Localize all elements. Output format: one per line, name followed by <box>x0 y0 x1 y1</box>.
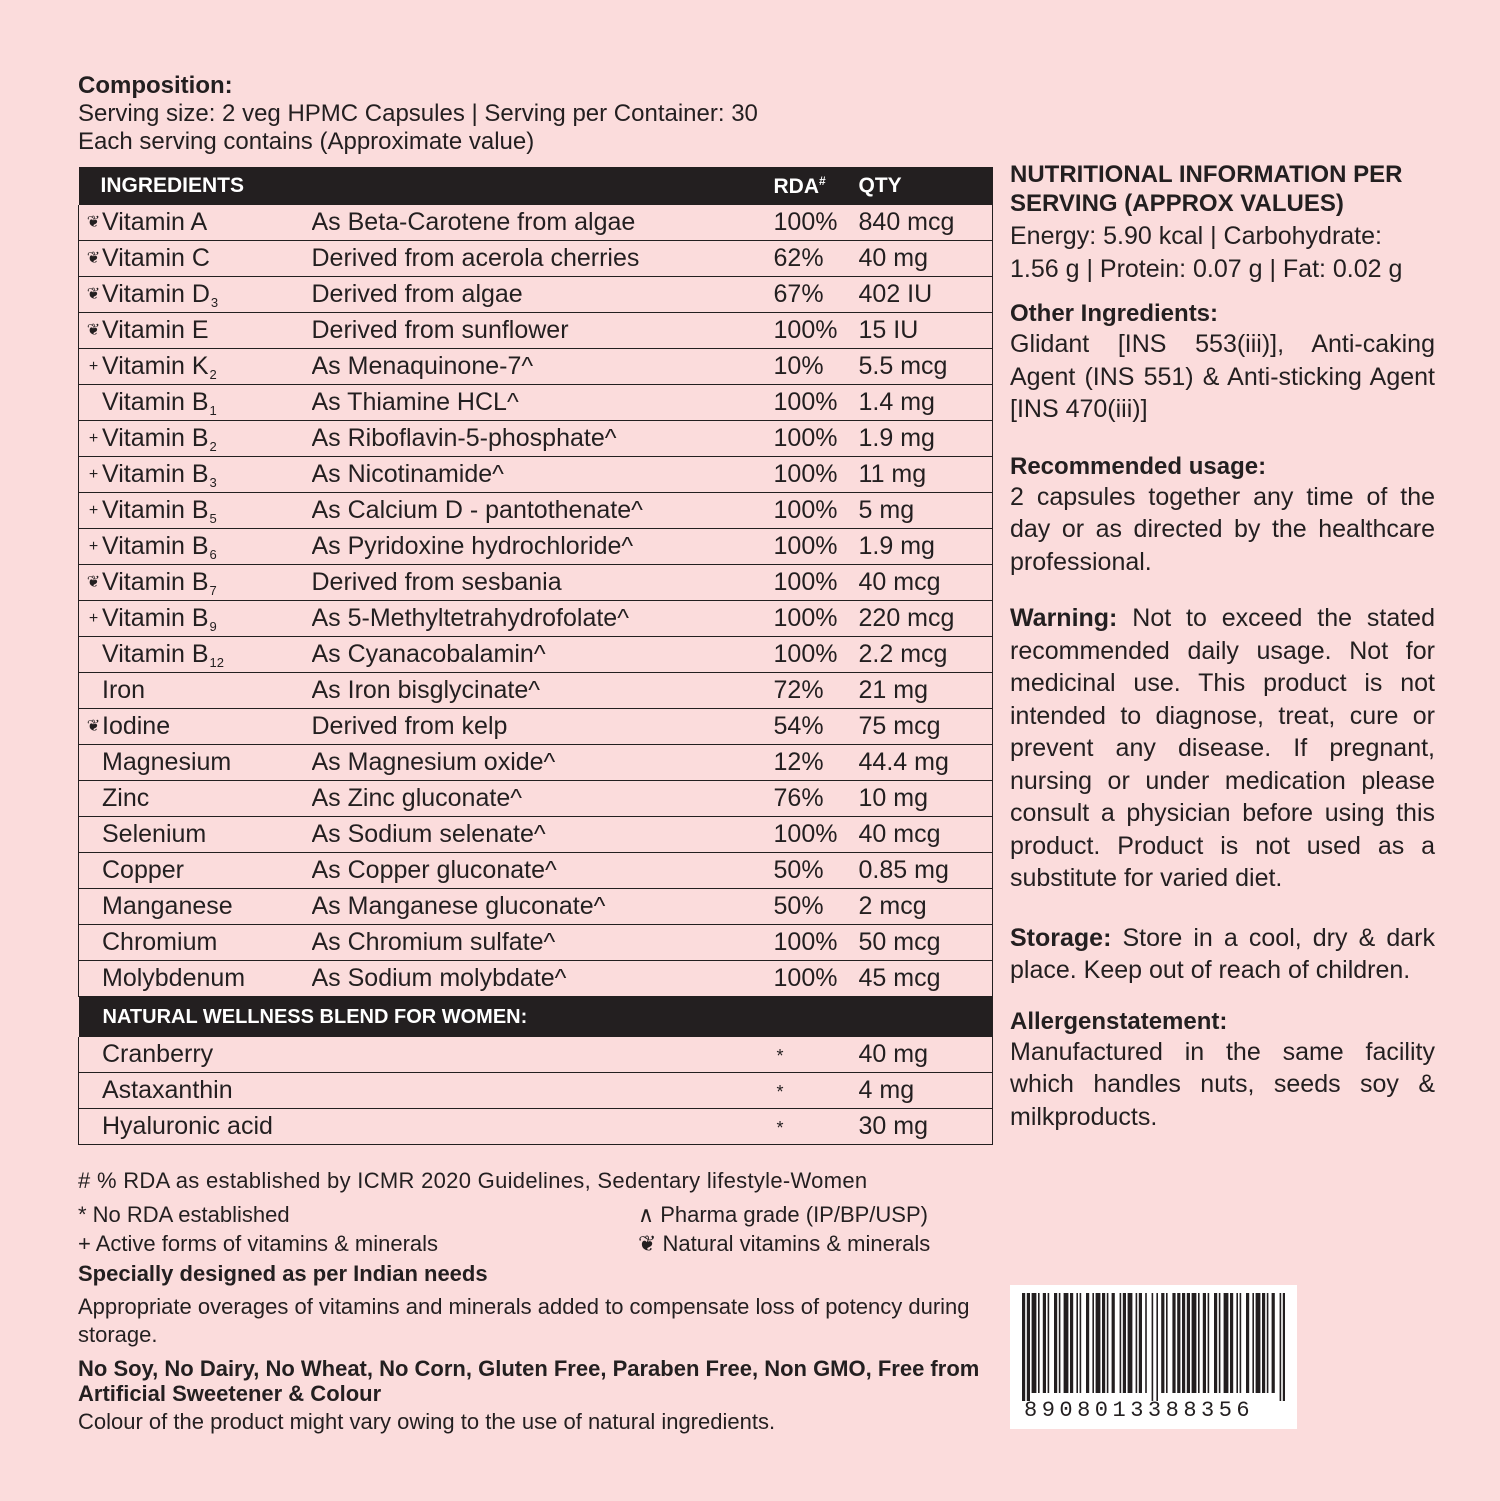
free-from-note: No Soy, No Dairy, No Wheat, No Corn, Gluten Free, Paraben Free, Non GMO, Free from Artificial Sweetener & Colour <box>78 1356 980 1406</box>
ingredient-subscript: 2 <box>209 438 217 454</box>
ingredient-name: Vitamin B <box>102 567 209 596</box>
barcode-bar <box>1156 1293 1158 1401</box>
barcode-bar <box>1246 1293 1249 1393</box>
table-row <box>79 817 993 853</box>
ingredient-rda: 100% <box>774 385 859 421</box>
table-row <box>79 1073 993 1109</box>
ingredient-source: As Zinc gluconate^ <box>312 781 774 817</box>
right-info-column <box>1010 160 1435 1133</box>
ingredient-source: Derived from kelp <box>312 709 774 745</box>
ingredient-rda: 67% <box>774 277 859 313</box>
ingredient-name: Chromium <box>102 928 218 956</box>
barcode-bar <box>1038 1293 1040 1393</box>
ingredient-source: Derived from acerola cherries <box>312 241 774 277</box>
usage-text: 2 capsules together any time of the day or as directed by the healthcare professional. <box>1010 482 1435 576</box>
composition-title: Composition: <box>78 72 233 99</box>
ingredients-table <box>78 167 993 1145</box>
ingredient-source: As Nicotinamide^ <box>312 457 774 493</box>
ingredient-subscript: 12 <box>209 654 224 670</box>
blend-ingredient-rda <box>774 1109 859 1145</box>
ingredient-qty: 15 IU <box>859 313 993 349</box>
colour-note: Colour of the product might vary owing to the use of natural ingredients. <box>78 1409 776 1434</box>
ingredient-name-cell <box>79 457 312 493</box>
barcode-bar <box>1198 1293 1200 1393</box>
allergen-text: Manufactured in the same facility which handles nuts, seeds soy & milkproducts. <box>1010 1037 1435 1131</box>
warning-label: Warning: <box>1010 604 1118 632</box>
ingredient-name-cell <box>79 637 312 673</box>
barcode-bar <box>1070 1293 1073 1393</box>
natural-footnote: ❦ Natural vitamins & minerals <box>638 1231 931 1256</box>
blend-ingredient-qty: 40 mg <box>859 1037 993 1073</box>
ingredient-name-cell <box>79 205 312 241</box>
ingredient-source: As Beta-Carotene from algae <box>312 205 774 241</box>
blend-ingredient-rda <box>774 1073 859 1109</box>
ingredient-name: Copper <box>102 856 184 884</box>
barcode-bar <box>1256 1293 1261 1393</box>
pharma-footnote: ∧ Pharma grade (IP/BP/USP) <box>638 1202 928 1227</box>
barcode-bar <box>1272 1293 1275 1393</box>
ingredient-source: As Manganese gluconate^ <box>312 889 774 925</box>
ingredient-subscript: 5 <box>209 510 217 526</box>
ingredient-name-cell <box>79 277 312 313</box>
ingredient-name-cell <box>79 961 312 997</box>
table-row <box>79 961 993 997</box>
blend-ingredient-name: Cranberry <box>102 1040 214 1068</box>
ingredient-source: As Thiamine HCL^ <box>312 385 774 421</box>
ingredient-name: Selenium <box>102 820 207 848</box>
ingredient-marker-icon: + <box>88 501 99 519</box>
barcode-bar <box>1187 1293 1190 1393</box>
ingredient-name: Iron <box>102 676 146 704</box>
ingredient-marker-icon: + <box>88 357 99 375</box>
ingredient-qty: 1.9 mg <box>859 421 993 457</box>
blend-ingredient-cell <box>79 1109 774 1145</box>
no-rda-asterisk: * <box>776 1118 784 1138</box>
ingredient-qty: 1.4 mg <box>859 385 993 421</box>
barcode-bar <box>1080 1293 1082 1393</box>
barcode-bar <box>1224 1293 1229 1393</box>
other-ingredients-title: Other Ingredients: <box>1010 300 1219 327</box>
blend-ingredient-cell <box>79 1073 774 1109</box>
table-row <box>79 565 993 601</box>
composition-block <box>78 72 978 156</box>
ingredient-name-cell <box>79 349 312 385</box>
ingredient-qty: 5.5 mcg <box>859 349 993 385</box>
barcode-bar <box>1043 1293 1046 1393</box>
barcode-bar <box>1208 1293 1210 1393</box>
ingredient-marker-icon: ❦ <box>86 285 101 303</box>
ingredient-source: As Menaquinone-7^ <box>312 349 774 385</box>
blend-ingredient-name: Astaxanthin <box>102 1076 233 1104</box>
ingredient-rda: 72% <box>774 673 859 709</box>
header-rda-label: RDA <box>773 174 820 198</box>
blend-ingredient-rda <box>774 1037 859 1073</box>
barcode-bar <box>1032 1293 1037 1393</box>
ingredient-marker-icon: + <box>88 465 99 483</box>
barcode-bar <box>1203 1293 1206 1393</box>
table-row <box>79 421 993 457</box>
indian-needs-note: Specially designed as per Indian needs <box>78 1261 488 1286</box>
header-rda <box>774 167 859 205</box>
blend-header: NATURAL WELLNESS BLEND FOR WOMEN: <box>79 997 993 1038</box>
barcode <box>1010 1285 1297 1429</box>
ingredient-rda: 100% <box>774 493 859 529</box>
ingredient-qty: 44.4 mg <box>859 745 993 781</box>
ingredient-qty: 40 mg <box>859 241 993 277</box>
ingredient-name: Vitamin B <box>102 387 209 416</box>
ingredient-name-cell <box>79 889 312 925</box>
ingredient-name-cell <box>79 601 312 637</box>
ingredient-source: As 5-Methyltetrahydrofolate^ <box>312 601 774 637</box>
ingredient-source: Derived from algae <box>312 277 774 313</box>
blend-ingredient-name: Hyaluronic acid <box>102 1112 273 1140</box>
barcode-bar <box>1059 1293 1061 1393</box>
warning-block <box>1010 602 1435 895</box>
ingredient-name: Manganese <box>102 892 233 920</box>
barcode-bar <box>1048 1293 1050 1393</box>
ingredient-source: As Iron bisglycinate^ <box>312 673 774 709</box>
barcode-bar <box>1145 1293 1147 1393</box>
ingredient-name: Vitamin B <box>102 423 209 452</box>
barcode-bar <box>1214 1293 1217 1393</box>
ingredient-name-cell <box>79 709 312 745</box>
ingredient-name-cell <box>79 853 312 889</box>
ingredient-marker-icon: ❦ <box>86 322 101 339</box>
table-row <box>79 1109 993 1145</box>
ingredient-qty: 75 mcg <box>859 709 993 745</box>
serving-contains-line: Each serving contains (Approximate value) <box>78 128 535 155</box>
storage-block <box>1010 922 1435 987</box>
table-row <box>79 205 993 241</box>
ingredient-name: Vitamin B <box>102 531 209 560</box>
ingredient-name-cell <box>79 313 312 349</box>
ingredient-rda: 62% <box>774 241 859 277</box>
ingredient-marker-icon: ❦ <box>86 573 101 591</box>
barcode-bar <box>1230 1293 1233 1393</box>
ingredient-rda: 100% <box>774 925 859 961</box>
ingredient-source: As Sodium selenate^ <box>312 817 774 853</box>
ingredient-qty: 45 mcg <box>859 961 993 997</box>
active-forms-footnote: + Active forms of vitamins & minerals <box>78 1231 439 1256</box>
barcode-bar <box>1161 1293 1164 1393</box>
ingredient-subscript: 6 <box>209 546 217 562</box>
barcode-bar <box>1139 1293 1142 1393</box>
ingredient-rda: 50% <box>774 853 859 889</box>
barcode-bars <box>1022 1293 1285 1401</box>
ingredient-name-cell <box>79 745 312 781</box>
barcode-bar <box>1280 1293 1282 1401</box>
barcode-bar <box>1283 1293 1285 1401</box>
ingredient-qty: 40 mcg <box>859 817 993 853</box>
header-rda-sup: # <box>819 173 826 188</box>
table-row <box>79 457 993 493</box>
ingredient-source: Derived from sesbania <box>312 565 774 601</box>
warning-text: Not to exceed the stated recommended daily usage. Not for medicinal use. This product is not intended to diagnose, treat, cure or prevent any disease. If pregnant, nursing or under medication please consult a physician before using this product. Product is not used as a substitute for varied diet. <box>1010 604 1435 892</box>
table-row <box>79 529 993 565</box>
barcode-bar <box>1136 1293 1138 1393</box>
storage-label: Storage: <box>1010 923 1112 952</box>
barcode-bar <box>1182 1293 1185 1393</box>
ingredient-rda: 10% <box>774 349 859 385</box>
ingredient-name-cell <box>79 493 312 529</box>
ingredient-rda: 100% <box>774 205 859 241</box>
barcode-bar <box>1240 1293 1242 1393</box>
barcode-bar <box>1107 1293 1109 1393</box>
ingredient-rda: 100% <box>774 457 859 493</box>
barcode-bar <box>1262 1293 1265 1393</box>
allergen-title: Allergenstatement: <box>1010 1007 1228 1035</box>
ingredient-rda: 50% <box>774 889 859 925</box>
barcode-bar <box>1128 1293 1133 1393</box>
ingredient-subscript: 9 <box>209 618 217 634</box>
barcode-bar <box>1086 1293 1089 1393</box>
ingredient-qty: 1.9 mg <box>859 529 993 565</box>
barcode-bar <box>1120 1293 1122 1393</box>
ingredient-name: Vitamin B <box>102 459 209 488</box>
barcode-bar <box>1112 1293 1115 1393</box>
ingredient-name-cell <box>79 241 312 277</box>
table-row <box>79 493 993 529</box>
ingredient-qty: 10 mg <box>859 781 993 817</box>
ingredient-name: Vitamin D <box>102 279 210 308</box>
barcode-number: 8908013388356 <box>1024 1398 1255 1423</box>
barcode-bar <box>1064 1293 1069 1393</box>
ingredient-qty: 840 mcg <box>859 205 993 241</box>
ingredient-source: As Copper gluconate^ <box>312 853 774 889</box>
ingredient-rda: 12% <box>774 745 859 781</box>
ingredient-marker-icon: + <box>88 429 99 447</box>
barcode-bar <box>1219 1293 1221 1393</box>
ingredient-rda: 100% <box>774 961 859 997</box>
ingredient-name: Molybdenum <box>102 964 246 992</box>
ingredient-name: Vitamin B <box>102 639 209 668</box>
ingredient-qty: 21 mg <box>859 673 993 709</box>
table-row <box>79 385 993 421</box>
ingredient-name: Magnesium <box>102 748 232 776</box>
table-header-row <box>79 167 993 205</box>
blend-ingredient-qty: 4 mg <box>859 1073 993 1109</box>
table-row <box>79 745 993 781</box>
barcode-bar <box>1172 1293 1175 1393</box>
ingredient-qty: 2 mcg <box>859 889 993 925</box>
ingredient-qty: 50 mcg <box>859 925 993 961</box>
no-rda-asterisk: * <box>776 1082 784 1102</box>
ingredient-name: Vitamin C <box>102 244 210 272</box>
ingredient-source: As Pyridoxine hydrochloride^ <box>312 529 774 565</box>
ingredient-rda: 100% <box>774 313 859 349</box>
barcode-bar <box>1054 1293 1057 1393</box>
ingredient-name: Vitamin B <box>102 495 209 524</box>
blend-header-row <box>79 997 993 1038</box>
ingredient-qty: 2.2 mcg <box>859 637 993 673</box>
barcode-bar <box>1166 1293 1168 1393</box>
table-row <box>79 889 993 925</box>
ingredient-rda: 54% <box>774 709 859 745</box>
ingredient-subscript: 2 <box>209 366 217 382</box>
ingredient-name-cell <box>79 781 312 817</box>
other-ingredients-text: Glidant [INS 553(iii)], Anti-caking Agent (INS 551) & Anti-sticking Agent [INS 470(iii)] <box>1010 330 1435 423</box>
usage-title: Recommended usage: <box>1010 452 1267 480</box>
storage-text: Store in a cool, dry & dark place. Keep out of reach of children. <box>1010 923 1435 984</box>
ingredient-qty: 40 mcg <box>859 565 993 601</box>
barcode-bar <box>1027 1293 1030 1401</box>
ingredient-name: Vitamin B <box>102 603 209 632</box>
barcode-bar <box>1123 1293 1126 1393</box>
header-ingredients: INGREDIENTS <box>79 167 774 205</box>
table-row <box>79 601 993 637</box>
barcode-bar <box>1177 1293 1180 1393</box>
ingredient-marker-icon: ❦ <box>86 214 101 231</box>
blend-ingredient-qty: 30 mg <box>859 1109 993 1145</box>
ingredient-name: Iodine <box>102 712 171 740</box>
ingredient-source: As Chromium sulfate^ <box>312 925 774 961</box>
ingredient-qty: 402 IU <box>859 277 993 313</box>
ingredient-name-cell <box>79 565 312 601</box>
ingredient-source: As Cyanacobalamin^ <box>312 637 774 673</box>
barcode-bar <box>1252 1293 1254 1393</box>
barcode-bar <box>1102 1293 1105 1393</box>
table-row <box>79 313 993 349</box>
table-row <box>79 853 993 889</box>
nutrition-text: Energy: 5.90 kcal | Carbohydrate: 1.56 g | Protein: 0.07 g | Fat: 0.02 g <box>1010 222 1403 283</box>
ingredient-source: As Sodium molybdate^ <box>312 961 774 997</box>
barcode-bar <box>1267 1293 1269 1393</box>
ingredient-rda: 100% <box>774 637 859 673</box>
ingredient-name-cell <box>79 925 312 961</box>
ingredient-marker-icon: ❦ <box>86 718 101 735</box>
ingredient-rda: 100% <box>774 601 859 637</box>
ingredient-subscript: 3 <box>210 294 219 310</box>
ingredient-marker-icon: + <box>88 609 99 627</box>
nutrition-title: NUTRITIONAL INFORMATION PER SERVING (APPROX VALUES) <box>1010 161 1403 217</box>
ingredient-qty: 0.85 mg <box>859 853 993 889</box>
no-rda-asterisk: * <box>776 1046 784 1066</box>
barcode-bar <box>1076 1293 1078 1393</box>
ingredient-name: Zinc <box>102 784 150 812</box>
no-rda-footnote: * No RDA established <box>78 1202 290 1227</box>
table-row <box>79 781 993 817</box>
ingredient-subscript: 7 <box>209 582 217 598</box>
barcode-bar <box>1096 1293 1101 1393</box>
ingredient-qty: 220 mcg <box>859 601 993 637</box>
ingredient-name: Vitamin E <box>102 316 209 344</box>
table-row <box>79 349 993 385</box>
ingredient-subscript: 1 <box>209 402 217 418</box>
ingredient-name: Vitamin K <box>102 351 209 380</box>
table-row <box>79 1037 993 1073</box>
table-row <box>79 673 993 709</box>
ingredient-source: Derived from sunflower <box>312 313 774 349</box>
ingredient-rda: 100% <box>774 529 859 565</box>
ingredient-name: Vitamin A <box>102 208 208 236</box>
table-row <box>79 709 993 745</box>
rda-footnote: # % RDA as established by ICMR 2020 Guidelines, Sedentary lifestyle-Women <box>78 1168 868 1193</box>
ingredient-name-cell <box>79 385 312 421</box>
serving-size-line: Serving size: 2 veg HPMC Capsules | Serving per Container: 30 <box>78 100 758 127</box>
ingredient-marker-icon: + <box>88 537 99 555</box>
ingredient-qty: 11 mg <box>859 457 993 493</box>
ingredient-rda: 76% <box>774 781 859 817</box>
table-row <box>79 277 993 313</box>
ingredient-qty: 5 mg <box>859 493 993 529</box>
ingredient-name-cell <box>79 817 312 853</box>
ingredient-source: As Riboflavin-5-phosphate^ <box>312 421 774 457</box>
overages-note: Appropriate overages of vitamins and minerals added to compensate loss of potency during storage. <box>78 1294 970 1347</box>
ingredient-name-cell <box>79 673 312 709</box>
ingredient-source: As Magnesium oxide^ <box>312 745 774 781</box>
barcode-bar <box>1022 1293 1025 1401</box>
ingredient-rda: 100% <box>774 565 859 601</box>
ingredient-subscript: 3 <box>209 474 217 490</box>
table-row <box>79 241 993 277</box>
ingredient-source: As Calcium D - pantothenate^ <box>312 493 774 529</box>
ingredient-marker-icon: ❦ <box>86 250 101 267</box>
ingredient-name-cell <box>79 529 312 565</box>
barcode-bar <box>1152 1293 1154 1401</box>
ingredient-name-cell <box>79 421 312 457</box>
table-row <box>79 925 993 961</box>
barcode-bar <box>1092 1293 1094 1393</box>
header-qty: QTY <box>859 167 993 205</box>
table-row <box>79 637 993 673</box>
ingredient-rda: 100% <box>774 817 859 853</box>
barcode-bar <box>1192 1293 1197 1393</box>
ingredient-rda: 100% <box>774 421 859 457</box>
barcode-bar <box>1236 1293 1238 1393</box>
blend-ingredient-cell <box>79 1037 774 1073</box>
